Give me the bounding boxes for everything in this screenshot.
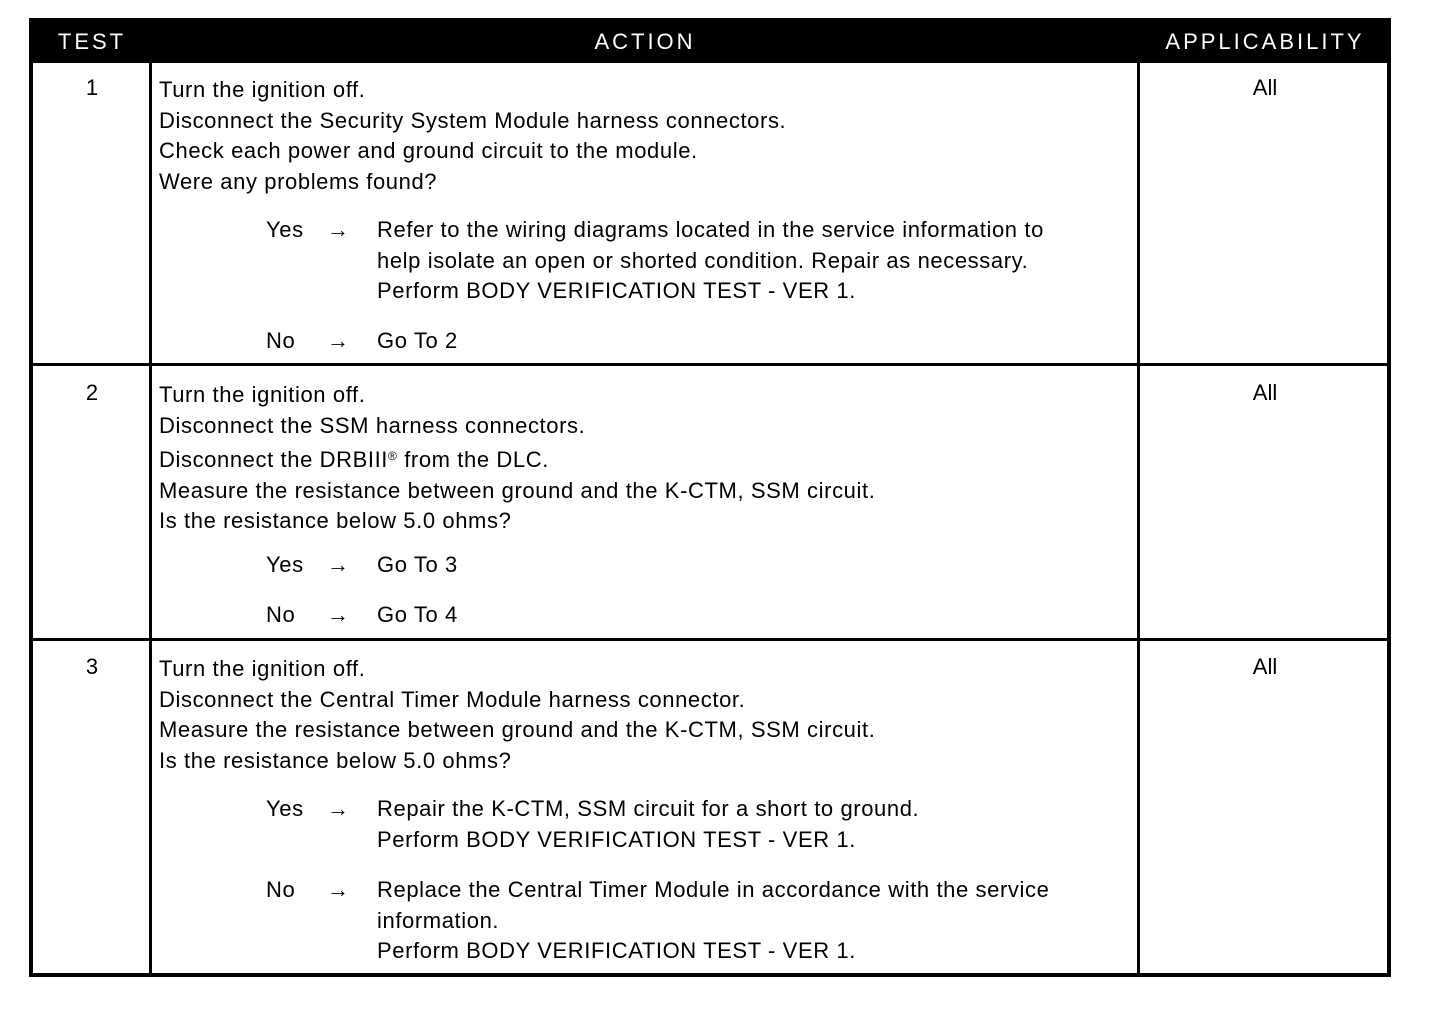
applicability-value: All bbox=[1252, 654, 1278, 679]
yes-result bbox=[377, 794, 919, 855]
step: Disconnect the SSM harness connectors. bbox=[159, 412, 586, 438]
row-divider bbox=[33, 363, 1387, 366]
action-steps bbox=[159, 380, 875, 537]
no-result bbox=[377, 600, 458, 631]
arrow-right-icon: → bbox=[327, 877, 350, 902]
arrow-right-icon: → bbox=[327, 796, 350, 821]
registered-mark: ® bbox=[388, 449, 398, 463]
result-line: Go To 3 bbox=[377, 552, 458, 577]
step: Is the resistance below 5.0 ohms? bbox=[159, 747, 512, 773]
applicability-value: All bbox=[1252, 380, 1278, 405]
arrow-right-icon: → bbox=[327, 217, 350, 242]
yes-result bbox=[377, 550, 458, 581]
result-line: Replace the Central Timer Module in accordance with the service bbox=[377, 877, 1050, 902]
yes-result bbox=[377, 215, 1044, 307]
header-test: TEST bbox=[57, 29, 127, 54]
result-line: information. bbox=[377, 907, 500, 933]
table-row-test-1 bbox=[33, 63, 1387, 365]
result-line: Refer to the wiring diagrams located in the service information to bbox=[377, 217, 1044, 242]
header-applicability: APPLICABILITY bbox=[1165, 29, 1365, 54]
step bbox=[159, 441, 875, 476]
step: Measure the resistance between ground and the K-CTM, SSM circuit. bbox=[159, 717, 876, 742]
action-steps bbox=[159, 654, 875, 776]
step: Turn the ignition off. bbox=[159, 656, 366, 681]
result-line: Perform BODY VERIFICATION TEST - VER 1. bbox=[377, 938, 856, 963]
arrow-right-icon: → bbox=[327, 328, 350, 353]
table-header bbox=[33, 22, 1387, 63]
action-steps bbox=[159, 75, 786, 197]
table-row-test-3 bbox=[33, 642, 1387, 977]
step: Measure the resistance between ground and the K-CTM, SSM circuit. bbox=[159, 477, 876, 503]
result-line: Repair the K-CTM, SSM circuit for a short to ground. bbox=[377, 796, 920, 821]
no-result bbox=[377, 326, 458, 357]
row-divider bbox=[33, 638, 1387, 641]
step: Is the resistance below 5.0 ohms? bbox=[159, 508, 512, 533]
no-label: No bbox=[266, 328, 296, 353]
result-line: Go To 2 bbox=[377, 328, 458, 353]
no-result bbox=[377, 875, 1049, 967]
step: Were any problems found? bbox=[159, 168, 438, 194]
step-text: from the DLC. bbox=[397, 447, 549, 472]
test-number: 2 bbox=[85, 380, 99, 405]
yes-label: Yes bbox=[266, 217, 304, 242]
result-line: Perform BODY VERIFICATION TEST - VER 1. bbox=[377, 826, 856, 852]
step-text: Disconnect the DRBIII bbox=[159, 447, 389, 472]
header-action: ACTION bbox=[594, 29, 696, 54]
applicability-value: All bbox=[1252, 75, 1278, 100]
step: Check each power and ground circuit to the module. bbox=[159, 138, 698, 163]
no-label: No bbox=[266, 602, 296, 627]
result-line: help isolate an open or shorted condition. Repair as necessary. bbox=[377, 247, 1029, 273]
no-label: No bbox=[266, 877, 296, 902]
arrow-right-icon: → bbox=[327, 552, 350, 577]
test-number: 1 bbox=[85, 75, 99, 100]
step: Turn the ignition off. bbox=[159, 77, 366, 102]
step: Disconnect the Central Timer Module harness connector. bbox=[159, 686, 746, 712]
yes-label: Yes bbox=[266, 796, 304, 821]
test-number: 3 bbox=[85, 654, 99, 679]
yes-label: Yes bbox=[266, 552, 304, 577]
arrow-right-icon: → bbox=[327, 602, 350, 627]
result-line: Perform BODY VERIFICATION TEST - VER 1. bbox=[377, 278, 856, 303]
step: Disconnect the Security System Module harness connectors. bbox=[159, 107, 787, 133]
diagnostic-test-table bbox=[29, 18, 1391, 977]
table-row-test-2 bbox=[33, 368, 1387, 640]
step: Turn the ignition off. bbox=[159, 382, 366, 407]
result-line: Go To 4 bbox=[377, 602, 458, 627]
